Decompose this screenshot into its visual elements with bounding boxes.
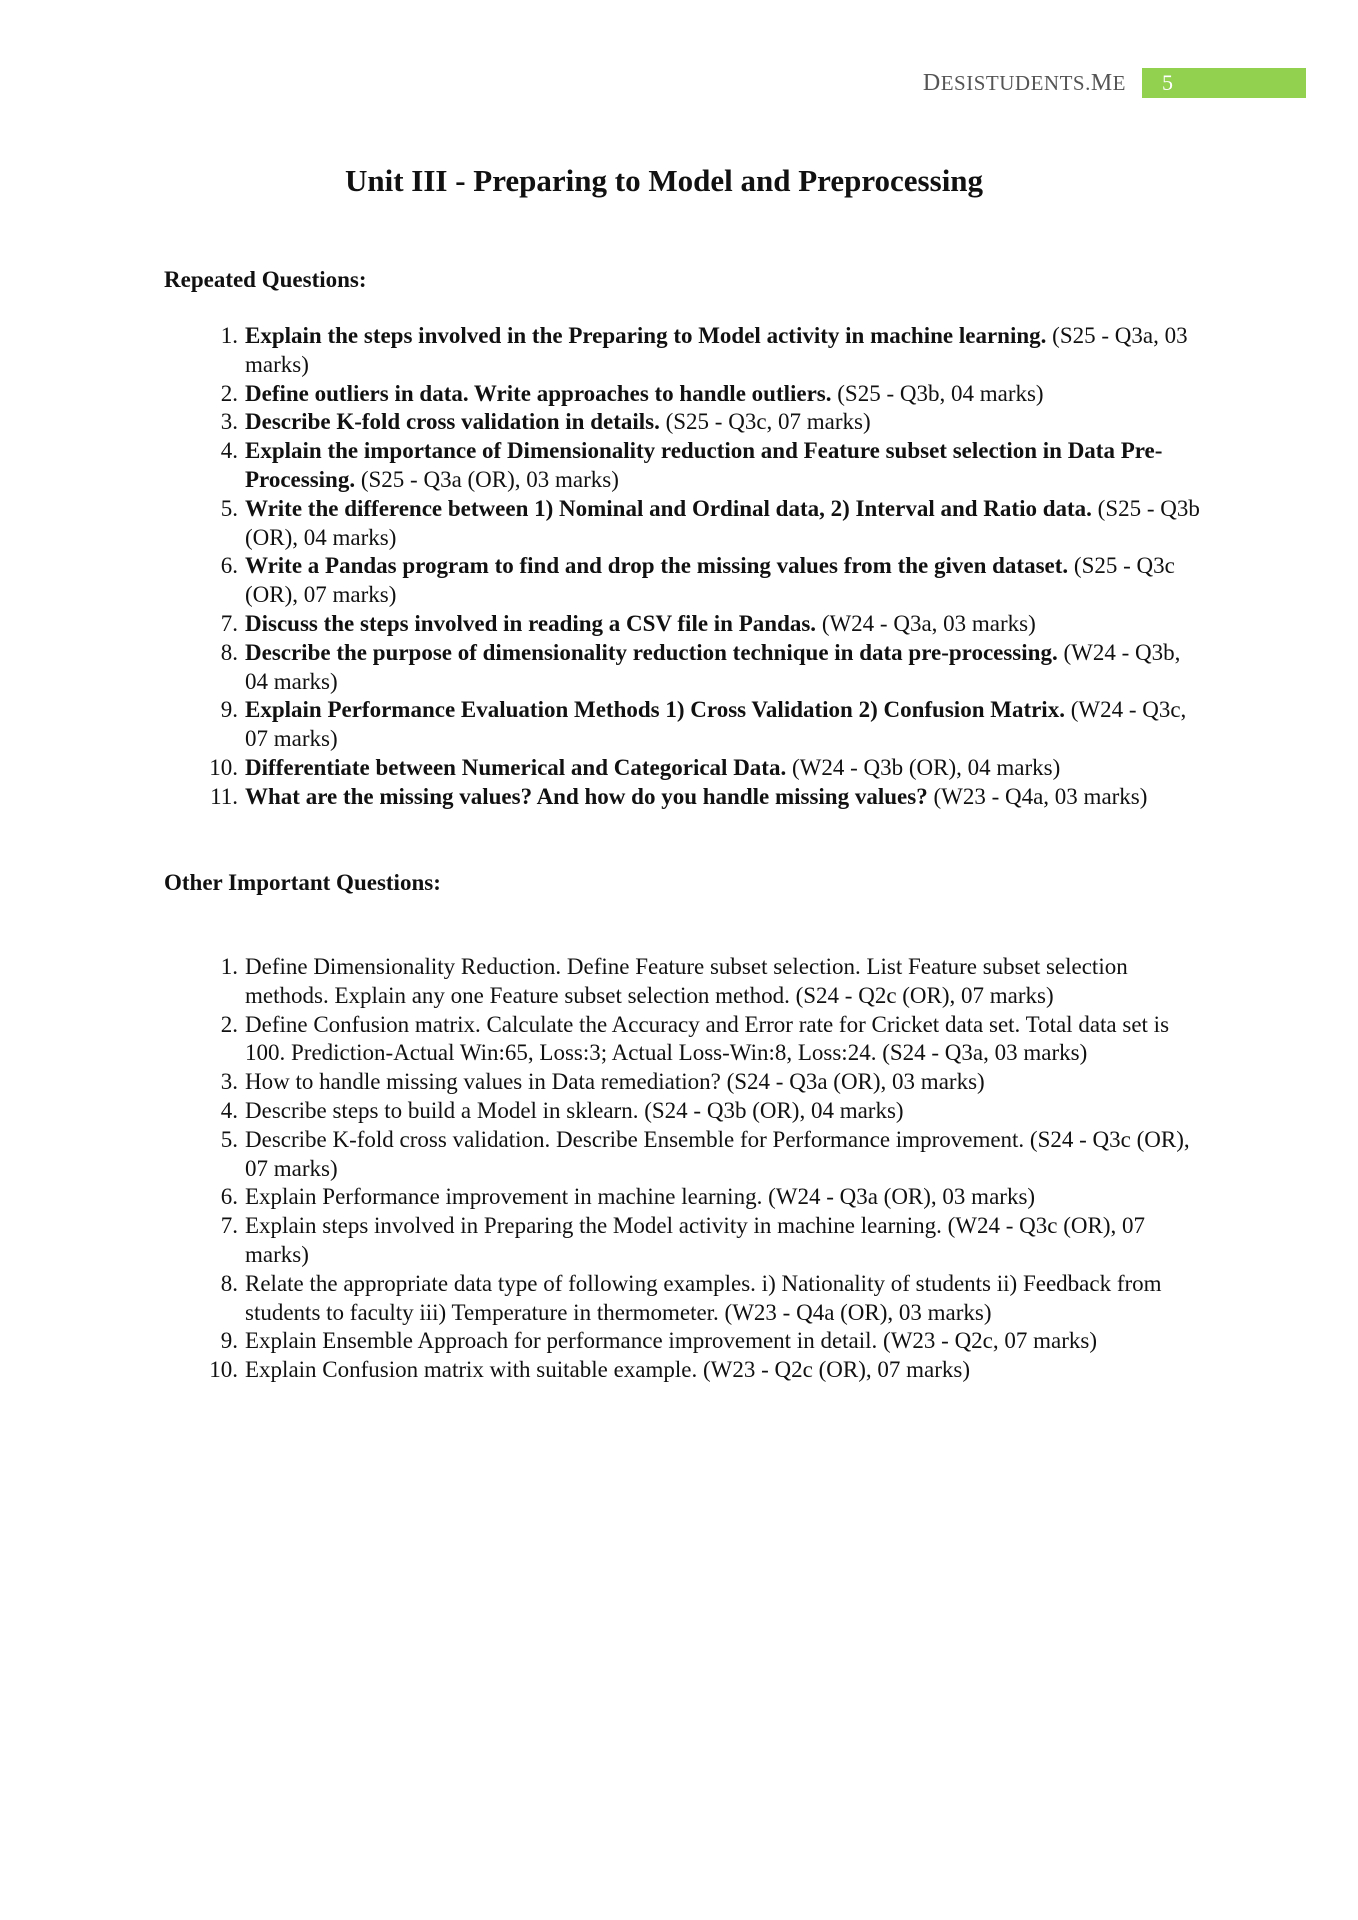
list-item (200, 783, 1200, 812)
list-item (200, 1212, 1200, 1270)
list-item (200, 408, 1200, 437)
site-name-part-2: E (1112, 70, 1126, 95)
list-item (200, 1327, 1200, 1356)
question-text: Explain the importance of Dimensionality reduction and Feature subset selection in Data Pre-Processing. (245, 438, 1163, 492)
question-text: Define outliers in data. Write approaches to handle outliers. (245, 380, 832, 406)
page-title: Unit III - Preparing to Model and Preprocessing (344, 163, 984, 198)
question-reference: (S25 - Q3b (OR), 04 marks) (245, 495, 1200, 550)
question-text: Explain the steps involved in the Preparing to Model activity in machine learning. (245, 323, 1047, 348)
list-item (200, 1011, 1200, 1069)
item-number: 1. (220, 954, 238, 979)
question-text: Differentiate between Numerical and Categorical Data. (245, 754, 787, 780)
item-number: 3. (220, 409, 238, 435)
site-name-cap-d: D (922, 69, 941, 96)
item-number: 6. (220, 1184, 238, 1210)
site-name-cap-m: M (1090, 69, 1113, 96)
question-text: Explain Ensemble Approach for performance improvement in detail. (W23 - Q2c, 07 marks) (245, 1328, 1097, 1354)
item-number: 10. (209, 1357, 238, 1383)
item-number: 2. (220, 1011, 238, 1037)
repeated-questions-list (200, 322, 1200, 812)
question-text: Write the difference between 1) Nominal and Ordinal data, 2) Interval and Ratio data. (245, 495, 1092, 521)
question-text: Define Confusion matrix. Calculate the Accuracy and Error rate for Cricket data set. Total data set is 100. Prediction-Actual Win:65, Loss:3; Actual Loss-Win:8, Loss:24. (S24 - Q3a, 03 marks) (245, 1011, 1170, 1066)
question-reference: (S25 - Q3c, 07 marks) (659, 409, 871, 435)
list-item (200, 495, 1200, 553)
question-text: Explain Performance improvement in machine learning. (W24 - Q3a (OR), 03 marks) (245, 1184, 1036, 1210)
item-number: 11. (210, 783, 238, 809)
question-text: Explain Performance Evaluation Methods 1) Cross Validation 2) Confusion Matrix. (245, 697, 1065, 723)
other-questions-list (200, 953, 1200, 1385)
list-item (200, 380, 1200, 409)
question-text: Explain Confusion matrix with suitable example. (W23 - Q2c (OR), 07 marks) (245, 1357, 970, 1383)
repeated-questions-heading: Repeated Questions: (164, 267, 367, 292)
list-item (200, 1183, 1200, 1212)
list-item (200, 322, 1200, 380)
site-name-dot: . (1085, 70, 1091, 95)
question-text: Relate the appropriate data type of following examples. i) Nationality of students ii) Feedback from students to faculty iii) Temperature in thermometer. (W23 - Q4a (OR), 03 marks) (245, 1270, 1162, 1325)
other-questions-heading: Other Important Questions: (164, 870, 441, 895)
question-reference: (S25 - Q3b, 04 marks) (831, 380, 1044, 406)
list-item (200, 1097, 1200, 1126)
question-text: How to handle missing values in Data remediation? (S24 - Q3a (OR), 03 marks) (245, 1069, 985, 1095)
page-number-badge: 5 (1142, 68, 1306, 98)
question-text: Define Dimensionality Reduction. Define Feature subset selection. List Feature subset selection methods. Explain any one Feature subset selection method. (S24 - Q2c (OR), 07 marks) (245, 954, 1128, 1008)
list-item (200, 953, 1200, 1011)
question-reference: (W24 - Q3c, 07 marks) (245, 697, 1187, 752)
item-number: 6. (220, 553, 238, 579)
list-item (200, 696, 1200, 754)
site-name (923, 70, 1126, 97)
question-text: Explain steps involved in Preparing the Model activity in machine learning. (W24 - Q3c (OR), 07 marks) (245, 1213, 1145, 1267)
item-number: 9. (220, 1328, 238, 1354)
list-item (200, 1270, 1200, 1328)
list-item (200, 754, 1200, 783)
list-item (200, 552, 1200, 610)
question-text: Write a Pandas program to find and drop the missing values from the given dataset. (245, 553, 1069, 579)
list-item (200, 437, 1200, 495)
question-reference: (S25 - Q3a, 03 marks) (245, 323, 1188, 377)
item-number: 1. (220, 323, 238, 348)
site-name-part-1: ESISTUDENTS (940, 70, 1086, 95)
question-text: Describe steps to build a Model in sklearn. (S24 - Q3b (OR), 04 marks) (245, 1097, 904, 1123)
item-number: 2. (220, 380, 238, 406)
question-reference: (S25 - Q3c (OR), 07 marks) (245, 553, 1175, 608)
item-number: 7. (220, 1213, 238, 1239)
item-number: 5. (220, 1126, 238, 1152)
item-number: 10. (209, 754, 238, 780)
item-number: 4. (220, 438, 238, 464)
question-reference: (W23 - Q4a, 03 marks) (927, 783, 1148, 809)
question-text: Describe the purpose of dimensionality reduction technique in data pre-processing. (245, 639, 1058, 665)
item-number: 5. (220, 495, 238, 521)
list-item (200, 639, 1200, 697)
question-text: Describe K-fold cross validation in details. (245, 409, 660, 435)
question-text: What are the missing values? And how do you handle missing values? (245, 783, 928, 809)
item-number: 9. (220, 697, 238, 723)
list-item (200, 1356, 1200, 1385)
question-text: Discuss the steps involved in reading a CSV file in Pandas. (245, 610, 817, 636)
question-reference: (W24 - Q3b (OR), 04 marks) (786, 754, 1061, 780)
question-reference: (W24 - Q3b, 04 marks) (245, 639, 1181, 694)
list-item (200, 1126, 1200, 1184)
item-number: 8. (220, 1270, 238, 1296)
page-header (923, 68, 1306, 98)
question-reference: (S25 - Q3a (OR), 03 marks) (355, 466, 619, 492)
question-text: Describe K-fold cross validation. Describe Ensemble for Performance improvement. (S24 - Q3c (OR), 07 marks) (245, 1126, 1190, 1181)
item-number: 8. (220, 639, 238, 665)
list-item (200, 1068, 1200, 1097)
list-item (200, 610, 1200, 639)
question-reference: (W24 - Q3a, 03 marks) (816, 610, 1036, 636)
item-number: 7. (220, 610, 238, 636)
item-number: 3. (220, 1069, 238, 1095)
item-number: 4. (220, 1097, 238, 1123)
